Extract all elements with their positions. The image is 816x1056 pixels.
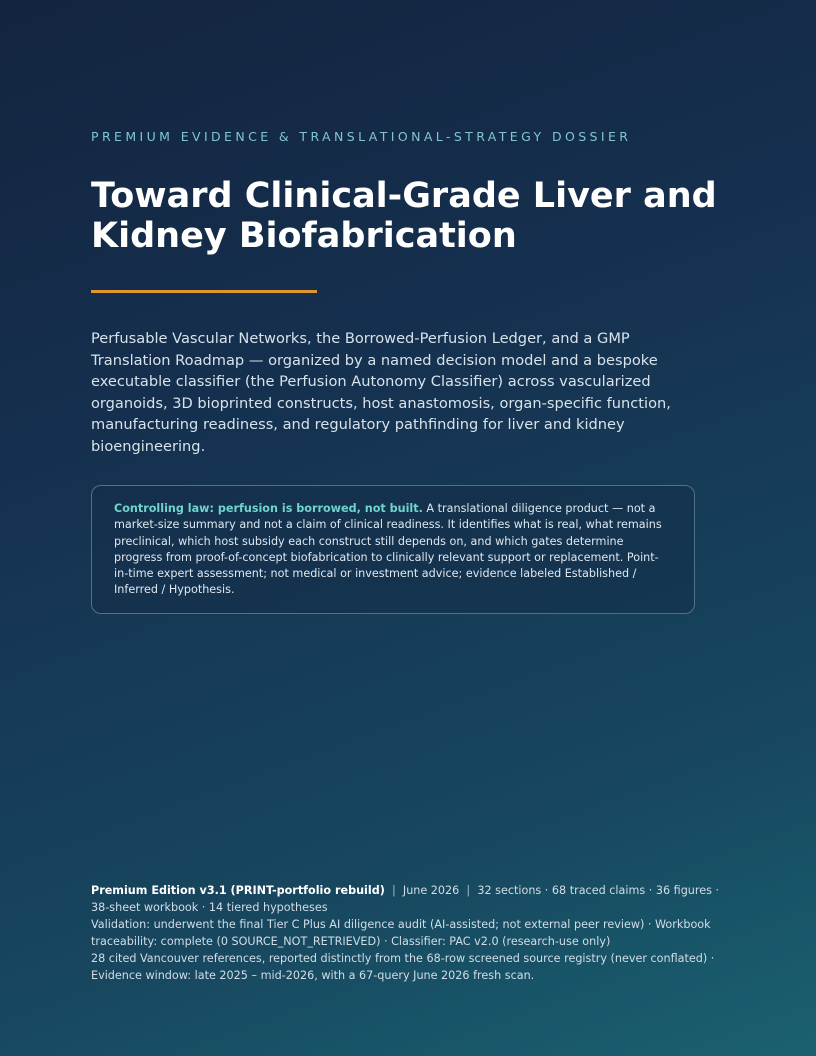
document-title: Toward Clinical-Grade Liver and Kidney Biofabrication — [91, 176, 717, 256]
edition-line — [91, 882, 731, 916]
edition-date: June 2026 — [402, 884, 460, 897]
references-line: 28 cited Vancouver references, reported distinctly from the 68-row screened source registry (never conflated) · Evidence window: late 2025 – mid-2026, with a 67-query June 2026 fresh scan. — [91, 952, 715, 982]
document-subtitle: Perfusable Vascular Networks, the Borrowed-Perfusion Ledger, and a GMP Translation Roadmap — organized by a named decision model and a bespoke executable classifier (the Perfusion Autonomy Classifier) across vascularized organoids, 3D bioprinted constructs, host anastomosis, organ-specific function, manufacturing readiness, and regulatory pathfinding for liver and kidney bioengineering. — [91, 330, 671, 455]
edition-label: Premium Edition v3.1 (PRINT-portfolio rebuild) — [91, 884, 385, 897]
footer-separator: | — [391, 884, 396, 897]
callout-body: A translational diligence product — not a market-size summary and not a claim of clinical readiness. It identifies what is real, what remains preclinical, which host subsidy each construct still depends on, and which gates determine progress from proof-of-concept biofabrication to clinically relevant support or replacement. Point-in-time expert assessment; not medical or investment advice; evidence labeled Established / Inferred / Hypothesis. — [114, 502, 662, 597]
controlling-law-callout — [91, 485, 695, 614]
validation-line: Validation: underwent the final Tier C Plus AI diligence audit (AI-assisted; not external peer review) · Workbook traceability: complete (0 SOURCE_NOT_RETRIEVED) · Classifier: PAC v2.0 (research-use only) — [91, 918, 711, 948]
callout-lead: Controlling law: perfusion is borrowed, not built. — [114, 502, 423, 515]
footer-separator: | — [466, 884, 471, 897]
accent-rule — [91, 290, 317, 293]
edition-stats: 32 sections · 68 traced claims · 36 figures · 38-sheet workbook · 14 tiered hypotheses — [91, 884, 720, 914]
edition-footer — [91, 882, 731, 984]
dossier-kicker: PREMIUM EVIDENCE & TRANSLATIONAL-STRATEGY DOSSIER — [91, 129, 632, 144]
